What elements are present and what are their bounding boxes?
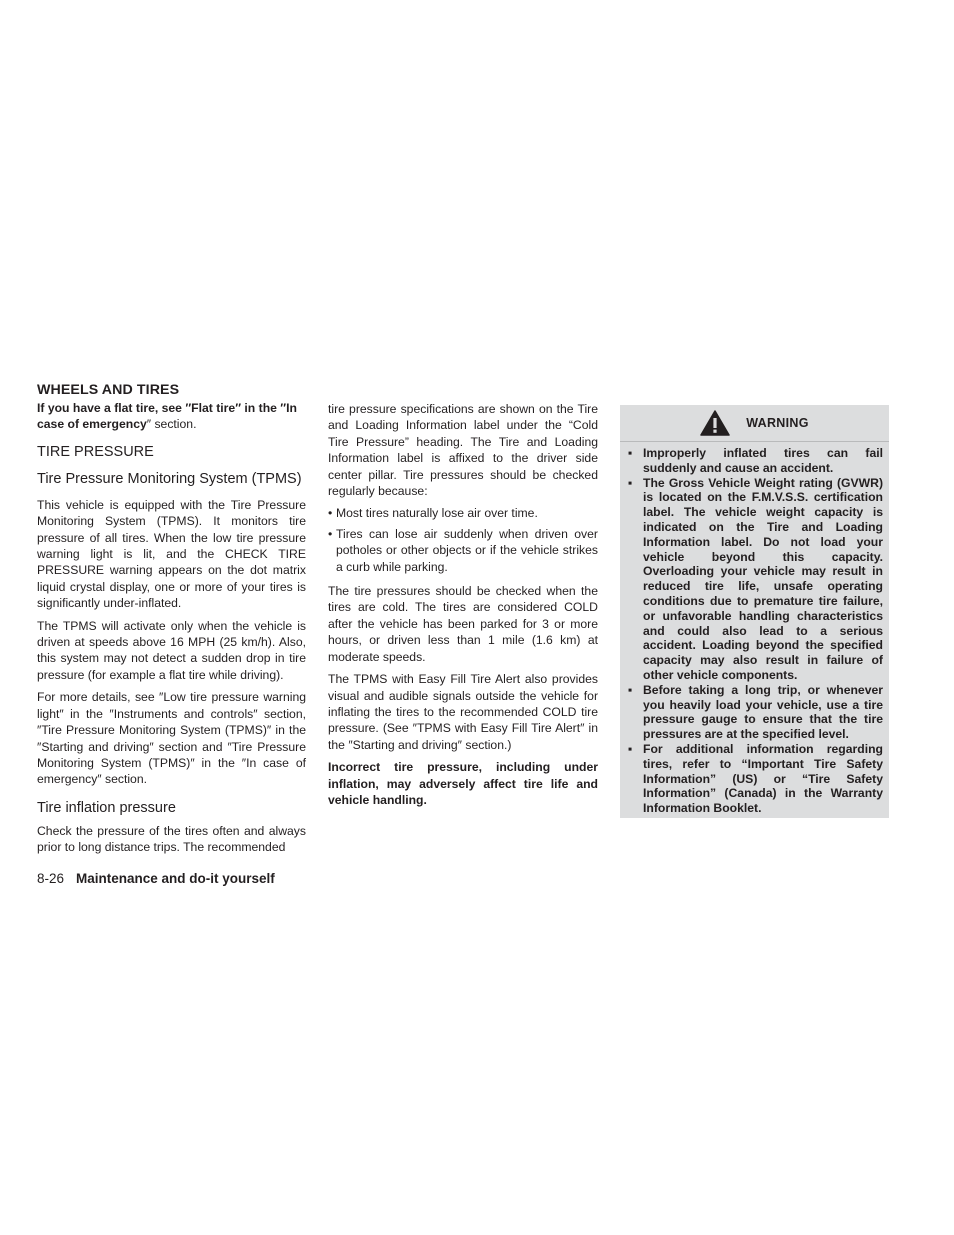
incorrect-pressure-paragraph: Incorrect tire pressure, including under inflation, may adversely affect tire life and vehicle handling. <box>328 760 598 807</box>
bullet-mark: ▪ <box>628 475 633 490</box>
lead-text-b: ″Flat tire″ in the ″In case of emergency <box>37 401 297 432</box>
subsection-title-tpms: Tire Pressure Monitoring System (TPMS) <box>37 470 302 487</box>
bullet-mark: ▪ <box>628 741 633 756</box>
flat-tire-reference <box>37 400 306 433</box>
warning-header <box>620 405 889 442</box>
warning-item-text: For additional information regarding tires, refer to “Important Tire Safety Information” (US) or “Tire Safety Information” (Canada) in the Warranty Information Booklet. <box>643 741 883 816</box>
bullet-mark: ▪ <box>628 446 633 460</box>
warning-item <box>626 742 883 816</box>
warning-item-text: The Gross Vehicle Weight rating (GVWR) is located on the F.M.V.S.S. certification label. The vehicle weight capacity is indicated on the Tire and Loading Information label. Do not load your vehicle beyond this capacity. Overloading your vehicle may result in reduced tire life, unsafe operating conditions due to premature tire failure, or unfavorable handling characteristics and could also lead to a serious accident. Loading beyond the specified capacity may also result in failure of other vehicle components. <box>643 475 883 682</box>
warning-item-text: Before taking a long trip, or whenever you heavily load your vehicle, use a tire pressure gauge to ensure that the tire pressures are at the specified level. <box>643 682 883 742</box>
page-heading: WHEELS AND TIRES <box>37 382 180 398</box>
list-item <box>328 526 598 575</box>
warning-item <box>626 683 883 742</box>
page-number: 8-26 <box>37 871 65 886</box>
inflation-paragraph: Check the pressure of the tires often and always prior to long distance trips. The recommended <box>37 823 306 855</box>
list-item-text: Most tires naturally lose air over time. <box>336 506 538 521</box>
bullet-mark: ▪ <box>628 682 633 697</box>
lead-text-c: ″ section. <box>146 417 197 432</box>
warning-item <box>626 446 883 476</box>
lead-text-a: If you have a flat tire, see <box>37 401 186 415</box>
tpms-paragraph-1: This vehicle is equipped with the Tire Pressure Monitoring System (TPMS). It monitors tire pressure of all tires. When the low tire pressure warning light is lit, and the CHECK TIRE PRESSURE warning appears on the dot matrix liquid crystal display, one or more of your tires is significantly under-inflated. <box>37 497 306 611</box>
middle-column <box>328 401 598 814</box>
tpms-paragraph-3: For more details, see ″Low tire pressure warning light″ in the ″Instruments and controls″ section, ″Tire Pressure Monitoring System (TPMS)″ in the ″Starting and driving″ section and ″Tire Pressure Monitoring System (TPMS)″ in the ″In case of emergency″ section. <box>37 690 306 787</box>
section-title: TIRE PRESSURE <box>37 443 154 460</box>
easy-fill-paragraph: The TPMS with Easy Fill Tire Alert also provides visual and audible signals outside the vehicle for inflating the tires to the recommended COLD tire pressure. (See ″TPMS with Easy Fill Tire Alert″ in the ″Starting and driving″ section.) <box>328 672 598 752</box>
list-item <box>328 505 598 521</box>
warning-list <box>620 442 889 816</box>
list-item-text: Tires can lose air suddenly when driven over potholes or other objects or if the vehicle strikes a curb while parking. <box>336 526 598 574</box>
tpms-paragraph-2: The TPMS will activate only when the vehicle is driven at speeds above 16 MPH (25 km/h). Also, this system may not detect a sudden drop in tire pressure (for example a flat tire while driving). <box>37 618 306 682</box>
warning-item-text: Improperly inflated tires can fail suddenly and cause an accident. <box>643 446 883 475</box>
warning-triangle-icon <box>700 410 730 436</box>
footer-title: Maintenance and do-it yourself <box>76 871 275 886</box>
cold-tires-paragraph: The tire pressures should be checked when the tires are cold. The tires are considered COLD after the vehicle has been parked for 3 or more hours, or driven less than 1 mile (1.6 km) at moderate speeds. <box>328 584 598 664</box>
pressure-spec-paragraph: tire pressure specifications are shown on the Tire and Loading Information label under the “Cold Tire Pressure” heading. The Tire and Loading Information label is affixed to the driver side center pillar. Tire pressures should be checked regularly because: <box>328 402 598 499</box>
bullet-mark: • <box>328 506 333 521</box>
page-footer <box>37 871 275 887</box>
warning-label: WARNING <box>746 416 809 430</box>
warning-box <box>620 405 889 818</box>
left-column <box>37 382 306 862</box>
warning-item <box>626 476 883 683</box>
bullet-mark: • <box>328 526 333 541</box>
subsection-title-inflation: Tire inflation pressure <box>37 799 176 816</box>
